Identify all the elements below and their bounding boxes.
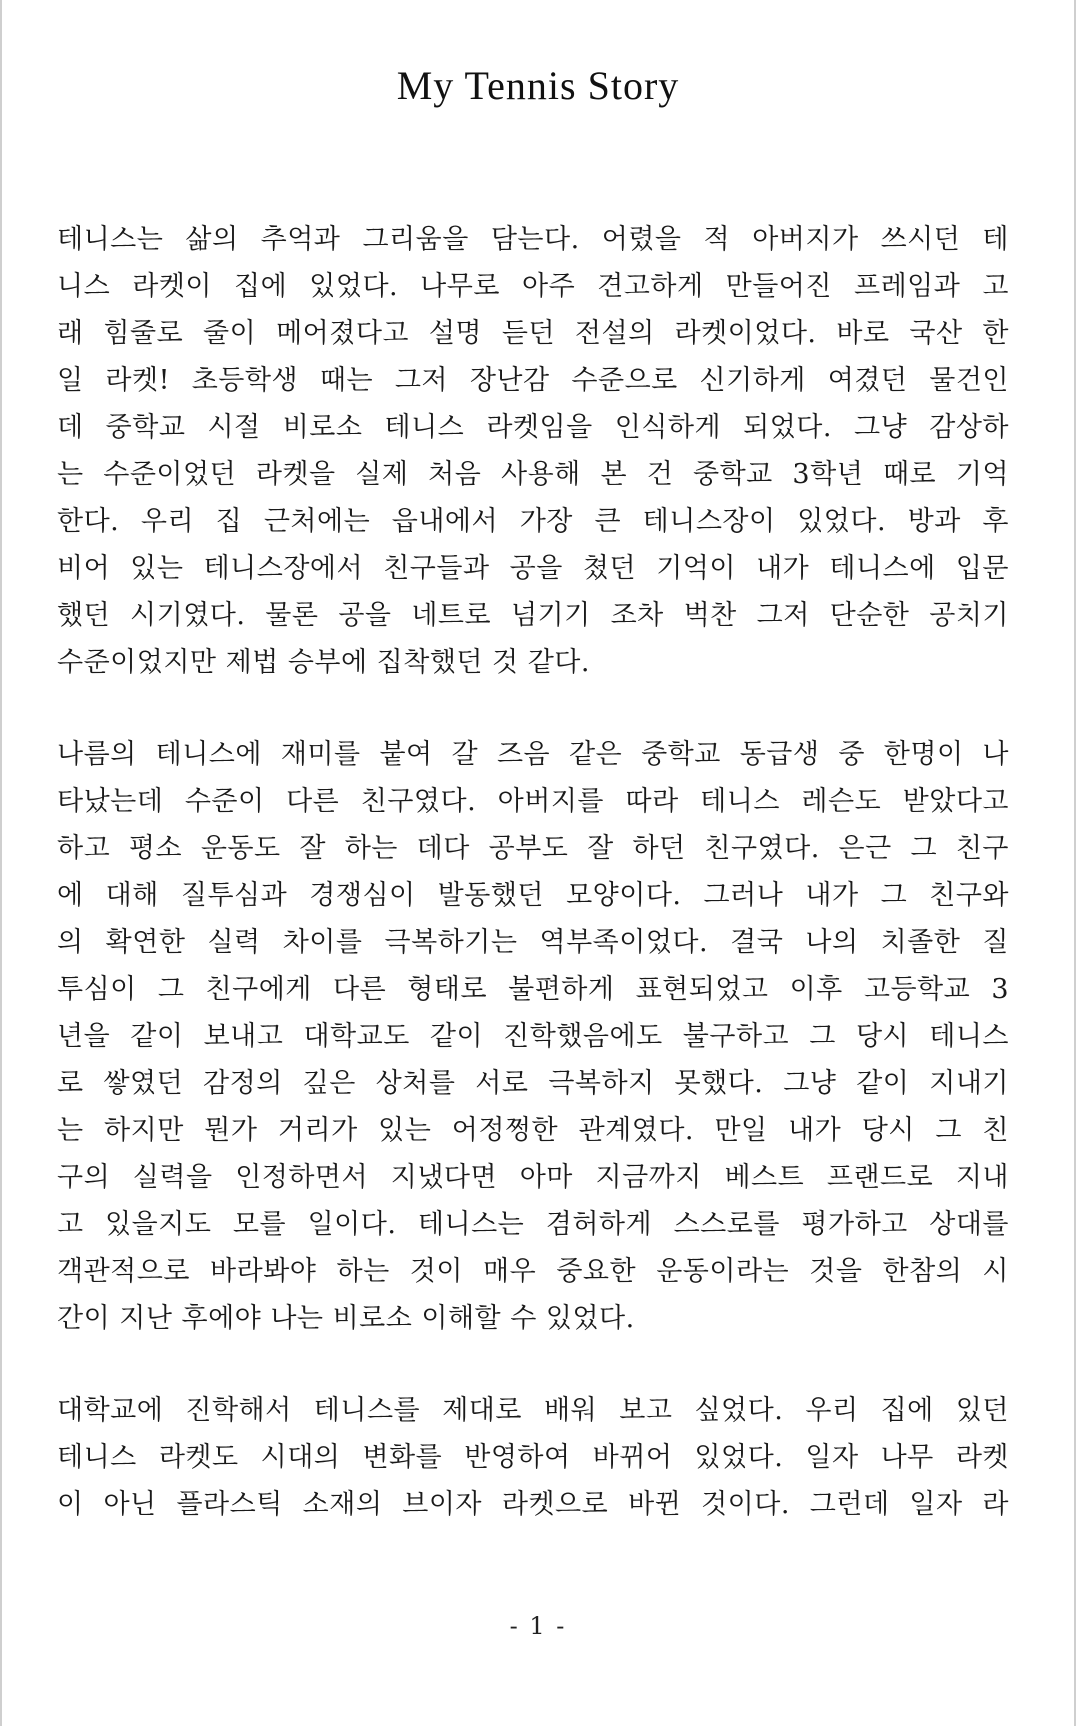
text-line: 했던 시기였다. 물론 공을 네트로 넘기기 조차 벅찬 그저 단순한 공치기 (57, 600, 1009, 631)
text-line: 고 있을지도 모를 일이다. 테니스는 겸허하게 스스로를 평가하고 상대를 (57, 1209, 1009, 1240)
text-line: 구의 실력을 인정하면서 지냈다면 아마 지금까지 베스트 프랜드로 지내 (57, 1162, 1009, 1193)
text-line: 래 힘줄로 줄이 메어졌다고 설명 듣던 전설의 라켓이었다. 바로 국산 한 (57, 318, 1009, 349)
text-line: 하고 평소 운동도 잘 하는 데다 공부도 잘 하던 친구였다. 은근 그 친구 (57, 833, 1009, 864)
text-line: 테니스 라켓도 시대의 변화를 반영하여 바뀌어 있었다. 일자 나무 라켓 (57, 1442, 1009, 1473)
text-line: 에 대해 질투심과 경쟁심이 발동했던 모양이다. 그러나 내가 그 친구와 (57, 880, 1009, 911)
text-line: 는 하지만 뭔가 거리가 있는 어정쩡한 관계였다. 만일 내가 당시 그 친 (57, 1115, 1009, 1146)
text-line: 투심이 그 친구에게 다른 형태로 불편하게 표현되었고 이후 고등학교 3 (57, 974, 1009, 1005)
text-line: 테니스는 삶의 추억과 그리움을 담는다. 어렸을 적 아버지가 쓰시던 테 (57, 224, 1009, 255)
document-body (57, 216, 1009, 1573)
page-number: - 1 - (509, 1612, 567, 1640)
text-line: 의 확연한 실력 차이를 극복하기는 역부족이었다. 결국 나의 치졸한 질 (57, 927, 1009, 958)
text-line: 데 중학교 시절 비로소 테니스 라켓임을 인식하게 되었다. 그냥 감상하 (57, 412, 1009, 443)
text-line: 타났는데 수준이 다른 친구였다. 아버지를 따라 테니스 레슨도 받았다고 (57, 786, 1009, 817)
paragraph-3 (57, 1387, 1009, 1528)
text-line: 로 쌓였던 감정의 깊은 상처를 서로 극복하지 못했다. 그냥 같이 지내기 (57, 1068, 1009, 1099)
text-line: 니스 라켓이 집에 있었다. 나무로 아주 견고하게 만들어진 프레임과 고 (57, 271, 1009, 302)
document-title: My Tennis Story (396, 63, 680, 108)
text-line: 비어 있는 테니스장에서 친구들과 공을 쳤던 기억이 내가 테니스에 입문 (57, 553, 1009, 584)
text-line: 이 아닌 플라스틱 소재의 브이자 라켓으로 바뀐 것이다. 그런데 일자 라 (57, 1489, 1009, 1520)
text-line: 간이 지난 후에야 나는 비로소 이해할 수 있었다. (57, 1303, 635, 1334)
text-line: 한다. 우리 집 근처에는 읍내에서 가장 큰 테니스장이 있었다. 방과 후 (57, 506, 1009, 537)
text-line: 년을 같이 보내고 대학교도 같이 진학했음에도 불구하고 그 당시 테니스 (57, 1021, 1009, 1052)
text-line: 는 수준이었던 라켓을 실제 처음 사용해 본 건 중학교 3학년 때로 기억 (57, 459, 1009, 490)
text-line: 일 라켓! 초등학생 때는 그저 장난감 수준으로 신기하게 여겼던 물건인 (57, 365, 1009, 396)
paragraph-2 (57, 731, 1009, 1342)
text-line: 객관적으로 바라봐야 하는 것이 매우 중요한 운동이라는 것을 한참의 시 (57, 1256, 1009, 1287)
text-line: 나름의 테니스에 재미를 붙여 갈 즈음 같은 중학교 동급생 중 한명이 나 (57, 739, 1009, 770)
text-line: 수준이었지만 제법 승부에 집착했던 것 같다. (57, 647, 590, 678)
paragraph-1 (57, 216, 1009, 686)
text-line: 대학교에 진학해서 테니스를 제대로 배워 보고 싶었다. 우리 집에 있던 (57, 1395, 1009, 1426)
